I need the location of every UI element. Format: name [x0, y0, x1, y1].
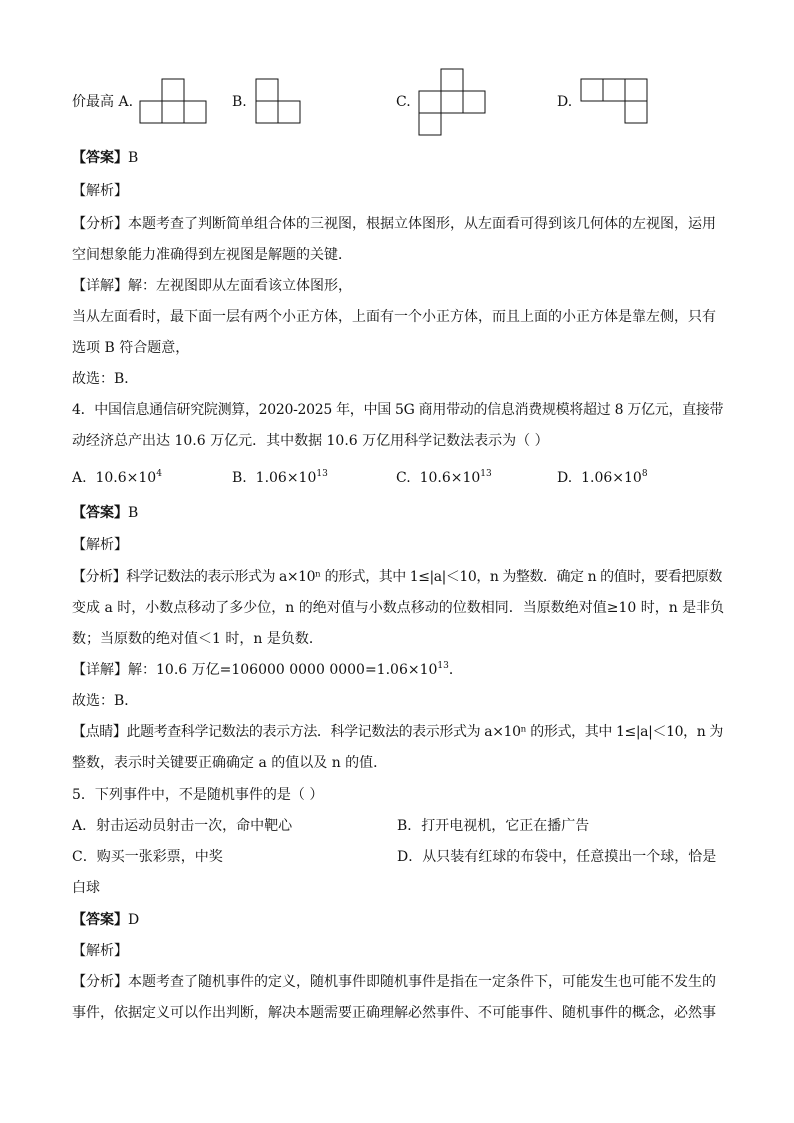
q4-option-d: [557, 468, 648, 488]
q4-choose: 故选：B．: [72, 693, 139, 709]
q5-analysis-tag: 【解析】: [72, 943, 128, 959]
q4-stem-line2: 动经济总产出达 10.6 万亿元．其中数据 10.6 万亿用科学记数法表示为（ ）: [72, 433, 549, 449]
q4-dianjing-line2: 整数，表示时关键要正确确定 a 的值以及 n 的值．: [72, 755, 388, 771]
answer-tag: 【答案】: [72, 150, 128, 166]
q4-fenxi-line3: 数；当原数的绝对值＜1 时，n 是负数．: [72, 631, 323, 647]
q5-option-d-cont: 白球: [72, 880, 100, 896]
q3-detail-line2: 当从左面看时，最下面一层有两个小正方体，上面有一个小正方体，而且上面的小正方体是靠左侧，只有: [72, 309, 716, 325]
fenxi-text: 科学记数法的表示形式为 a×10ⁿ 的形式，其中 1≤|a|＜10，n 为整数．确定 n 的值时，要看把原数: [126, 569, 722, 585]
q3-detail-line3: 选项 B 符合题意，: [72, 340, 190, 356]
option-letter: C.: [396, 470, 411, 486]
q4-option-b: [232, 468, 328, 488]
q5-option-a: A．射击运动员射击一次，命中靶心: [72, 818, 293, 834]
q3-answer: [72, 148, 138, 168]
answer-value: B: [128, 150, 139, 166]
q4-analysis-tag: 【解析】: [72, 537, 128, 553]
option-exp: 13: [316, 469, 328, 479]
dianjing-tag: 【点睛】: [72, 724, 127, 740]
q5-option-c: C．购买一张彩票，中奖: [72, 849, 223, 865]
q4-option-c: [396, 468, 492, 488]
q4-fenxi-line2: 变成 a 时，小数点移动了多少位，n 的绝对值与小数点移动的位数相同．当原数绝对值≥10 时，n 是非负: [72, 600, 725, 616]
option-exp: 8: [641, 469, 648, 479]
fenxi-tag: 【分析】: [72, 216, 128, 232]
option-base: 10.6×10: [419, 470, 481, 486]
q3-option-a-letter: A.: [118, 94, 134, 110]
q3-figure-a: [139, 78, 209, 126]
option-letter: B.: [232, 470, 247, 486]
answer-tag: 【答案】: [72, 505, 128, 521]
q4-fenxi-line1: [72, 567, 722, 587]
q5-fenxi-line2: 事件，依据定义可以作出判断，解决本题需要正确理解必然事件、不可能事件、随机事件的概念，必然事: [72, 1005, 716, 1021]
q3-option-c-letter: C.: [396, 94, 411, 110]
q5-answer: [72, 910, 139, 930]
option-base: 10.6×10: [95, 470, 157, 486]
option-letter: A.: [72, 470, 87, 486]
q3-fenxi-line2: 空间想象能力准确得到左视图是解题的关键．: [72, 247, 352, 263]
q3-prefix: 价最高: [72, 94, 114, 110]
detail-end: ．: [448, 662, 463, 678]
fenxi-text: 本题考查了随机事件的定义，随机事件即随机事件是指在一定条件下，可能发生也可能不发生的: [128, 974, 716, 990]
fenxi-tag: 【分析】: [72, 569, 127, 585]
q3-choose: 故选：B．: [72, 371, 139, 387]
q4-option-a: [72, 468, 162, 488]
q3-analysis-tag: 【解析】: [72, 183, 128, 199]
option-letter: D.: [557, 470, 573, 486]
fenxi-tag: 【分析】: [72, 974, 128, 990]
q5-stem: 5．下列事件中，不是随机事件的是（ ）: [72, 787, 324, 803]
q3-fenxi-line1: [72, 214, 716, 234]
option-exp: 4: [156, 469, 162, 479]
answer-tag: 【答案】: [72, 912, 128, 928]
fenxi-text: 本题考查了判断简单组合体的三视图，根据立体图形，从左面看可得到该几何体的左视图，运用: [128, 216, 716, 232]
q4-stem-line1: 4．中国信息通信研究院测算，2020-2025 年，中国 5G 商用带动的信息消费规模将超过 8 万亿元，直接带: [72, 402, 724, 418]
detail-tag: 【详解】: [72, 278, 128, 294]
option-exp: 13: [480, 469, 492, 479]
q5-fenxi-line1: [72, 972, 716, 992]
q4-answer: [72, 503, 138, 523]
q3-figure-c: [418, 68, 490, 138]
detail-exp: 13: [437, 661, 449, 671]
q3-figure-d: [580, 78, 652, 126]
q3-figure-b: [255, 78, 303, 126]
answer-value: D: [128, 912, 140, 928]
detail-tag: 【详解】: [72, 662, 128, 678]
q5-option-b: B．打开电视机，它正在播广告: [397, 818, 590, 834]
dianjing-text: 此题考查科学记数法的表示方法．科学记数法的表示形式为 a×10ⁿ 的形式，其中 1≤|a|＜10，n 为: [126, 724, 723, 740]
q5-option-d: D．从只装有红球的布袋中，任意摸出一个球，恰是: [397, 849, 717, 865]
option-base: 1.06×10: [581, 470, 642, 486]
answer-value: B: [128, 505, 139, 521]
q3-option-d-letter: D.: [557, 94, 573, 110]
q3-option-b-letter: B.: [232, 94, 247, 110]
q4-detail: [72, 660, 463, 680]
detail-text: 解：10.6 万亿=106000 0000 0000=1.06×10: [128, 662, 438, 678]
q4-dianjing-line1: [72, 722, 723, 742]
q3-option-a: [72, 92, 133, 112]
q3-detail-line1: [72, 276, 352, 296]
option-base: 1.06×10: [255, 470, 317, 486]
detail-text: 解：左视图即从左面看该立体图形，: [128, 278, 352, 294]
